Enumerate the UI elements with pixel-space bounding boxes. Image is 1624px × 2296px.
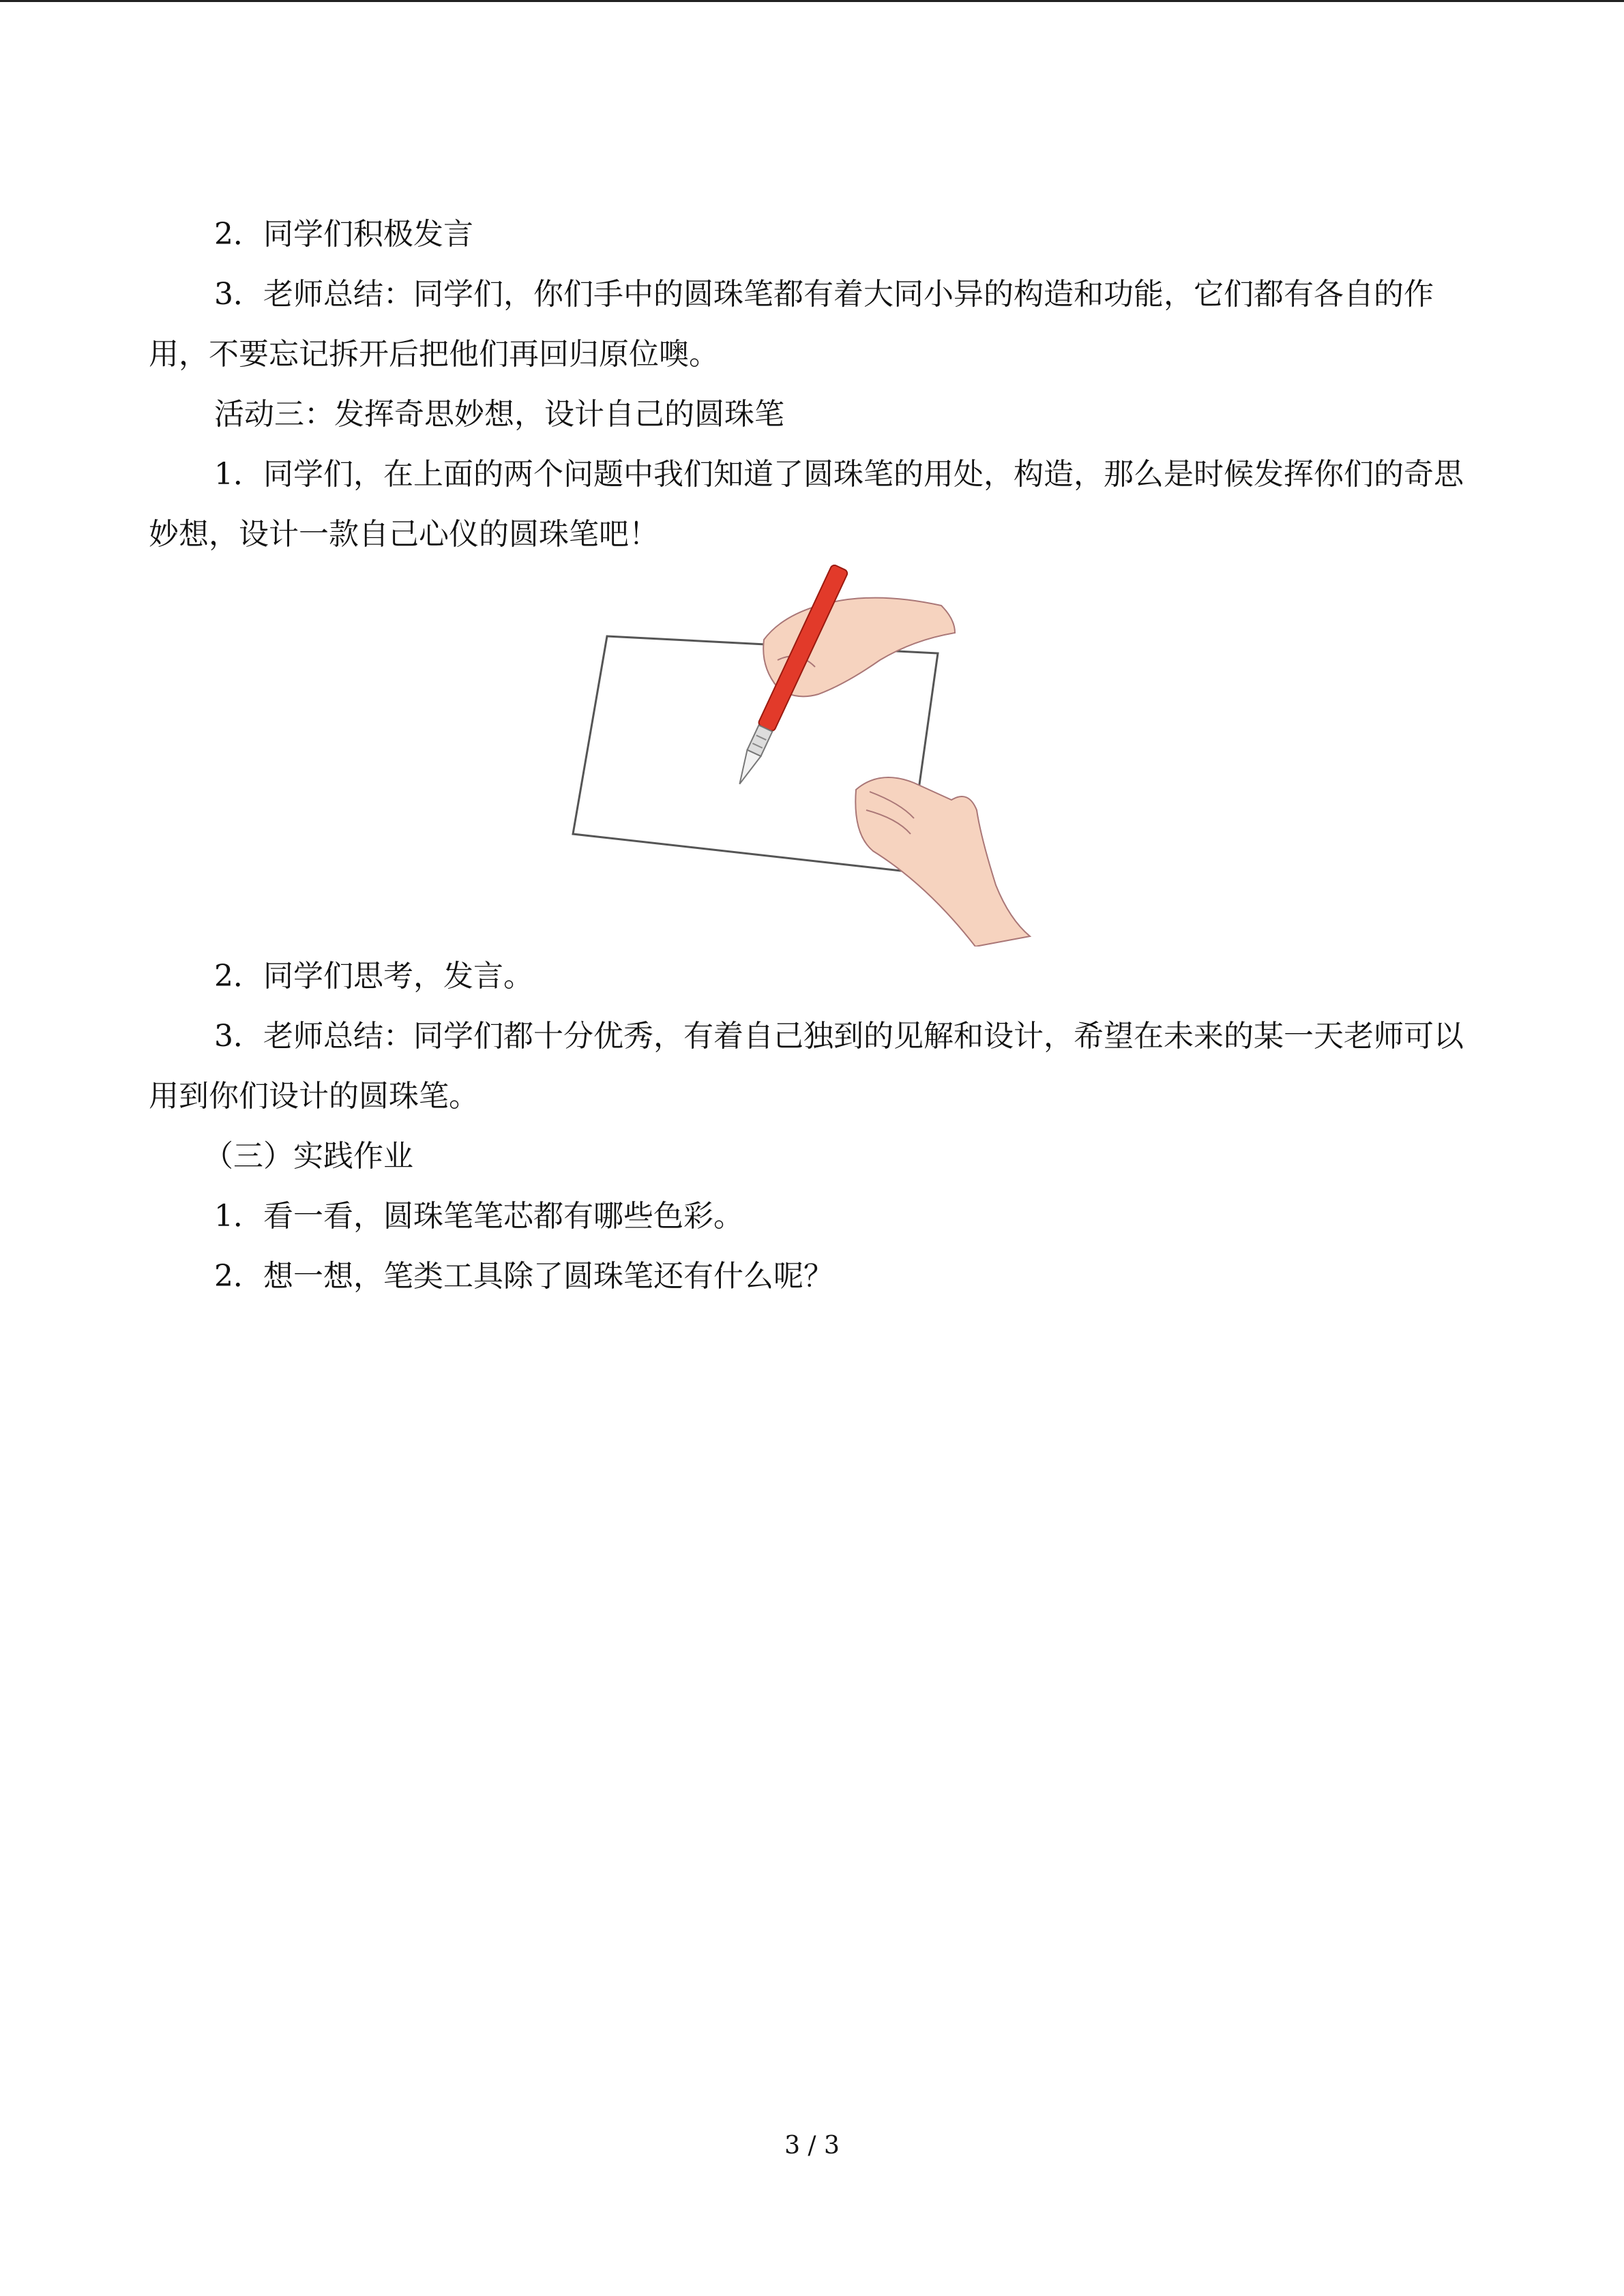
illustration-figure bbox=[0, 565, 1624, 946]
paragraph: 3．老师总结：同学们，你们手中的圆珠笔都有着大同小异的构造和功能，它们都有各自的作用，不要忘记拆开后把他们再回归原位噢。 bbox=[149, 277, 1434, 372]
paragraph: 2．想一想，笔类工具除了圆珠笔还有什么呢？ bbox=[214, 1259, 833, 1294]
paragraph: 2．同学们积极发言 bbox=[214, 217, 473, 252]
section-heading: 活动三：发挥奇思妙想，设计自己的圆珠笔 bbox=[214, 397, 784, 432]
paragraph: 1．看一看，圆珠笔笔芯都有哪些色彩。 bbox=[214, 1199, 743, 1234]
section-heading: （三）实践作业 bbox=[203, 1139, 413, 1174]
top-border bbox=[0, 0, 1624, 2]
document-page bbox=[149, 205, 1475, 1307]
page-number: 3 / 3 bbox=[784, 2132, 840, 2160]
paragraph: 1．同学们，在上面的两个问题中我们知道了圆珠笔的用处，构造，那么是时候发挥你们的奇思妙想，设计一款自己心仪的圆珠笔吧！ bbox=[149, 457, 1464, 552]
hand-drawing-with-pen-illustration bbox=[559, 565, 1050, 946]
paragraph: 3．老师总结：同学们都十分优秀，有着自己独到的见解和设计，希望在未来的某一天老师可以用到你们设计的圆珠笔。 bbox=[149, 1019, 1464, 1114]
paragraph: 2．同学们思考，发言。 bbox=[214, 959, 533, 994]
